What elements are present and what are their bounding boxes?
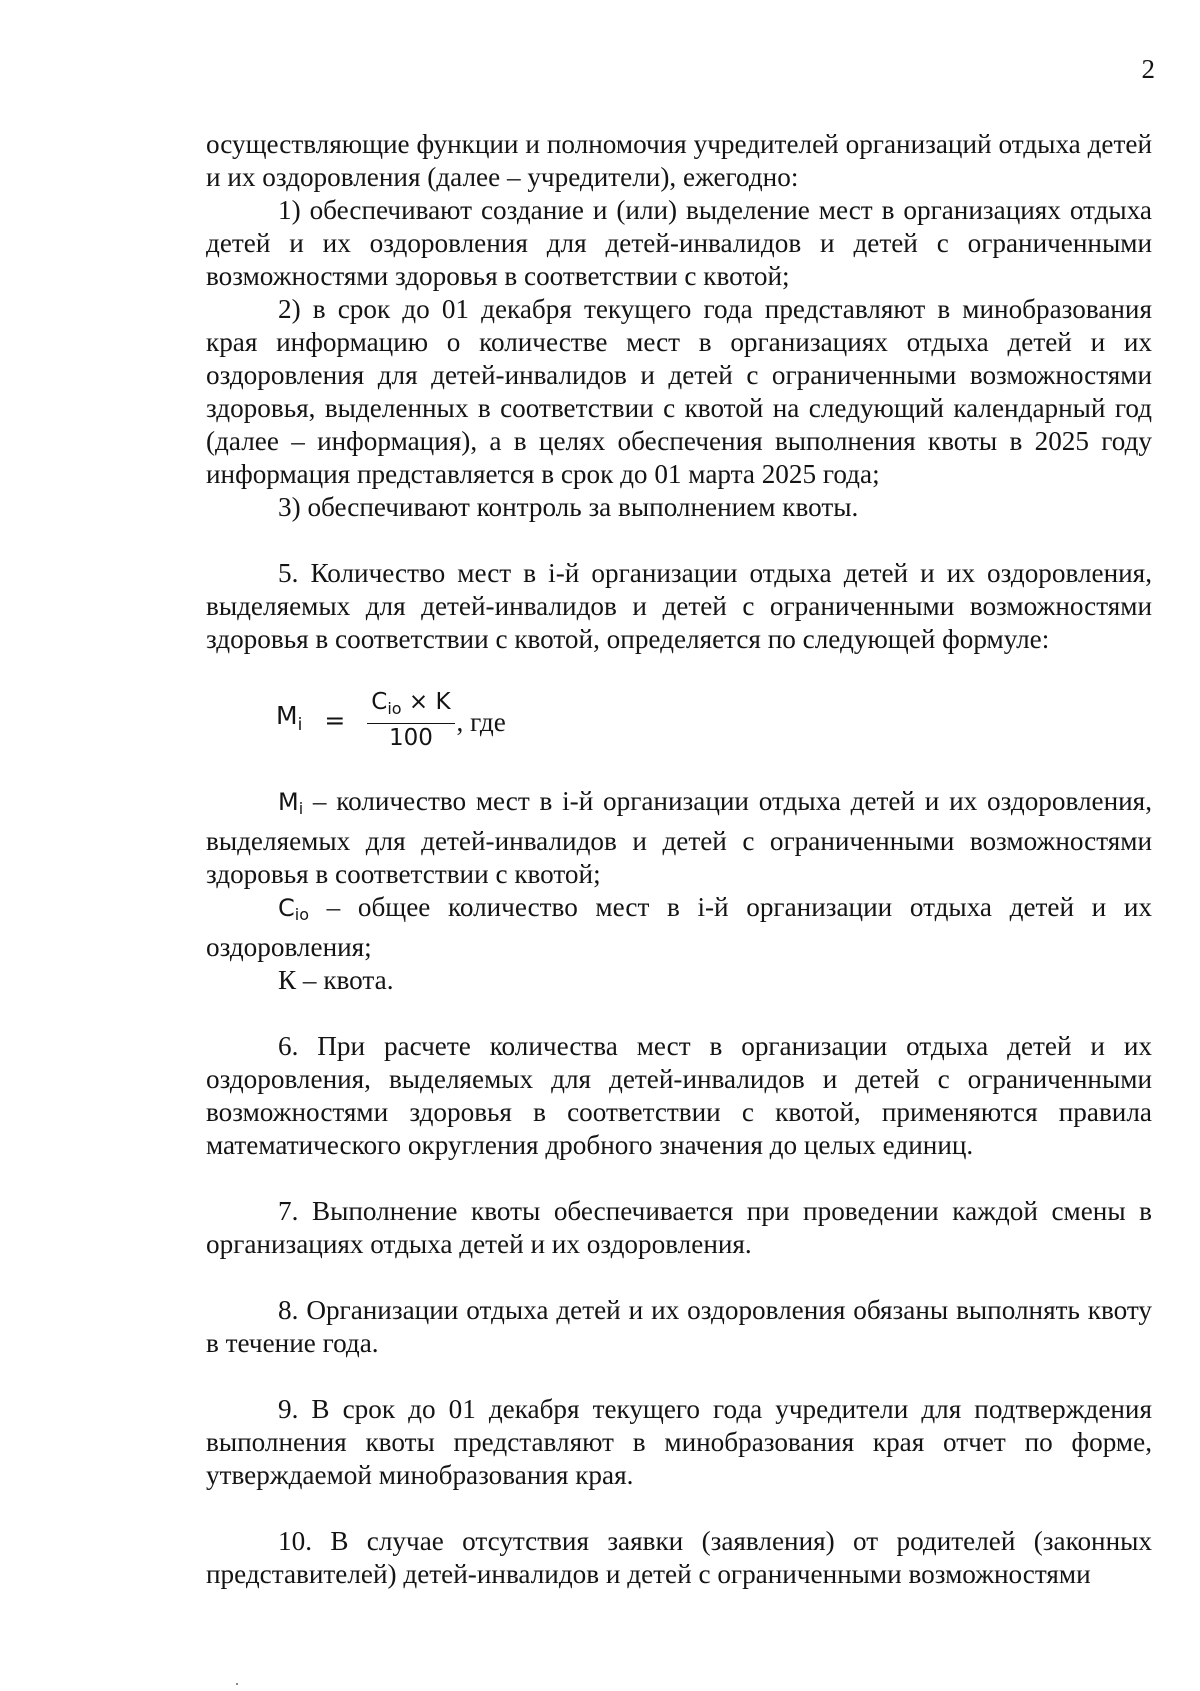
- definition-k: К – квота.: [278, 965, 394, 995]
- paragraph-continuation: осуществляющие функции и полномочия учредителей организаций отдыха детей и их оздоровления (далее – учредители), ежегодно:: [206, 129, 1152, 192]
- formula-num-sub: io: [387, 698, 402, 718]
- formula-fraction: [367, 689, 454, 752]
- scan-speck: [236, 1683, 238, 1685]
- list-item-3: 3) обеспечивают контроль за выполнением квоты.: [278, 492, 859, 522]
- definition-mi-text: – количество мест в i-й организации отдыха детей и их оздоровления, выделяемых для детей-инвалидов и детей с ограниченными возможностями здоровья в соответствии с квотой;: [206, 786, 1152, 889]
- list-item-1: 1) обеспечивают создание и (или) выделение мест в организациях отдыха детей и их оздоровления для детей-инвалидов и детей с ограниченными возможностями здоровья в соответствии с квотой;: [206, 195, 1152, 291]
- definition-cio: [206, 891, 1152, 964]
- paragraph-10: 10. В случае отсутствия заявки (заявления) от родителей (законных представителей) детей-инвалидов и детей с ограниченными возможностями: [206, 1526, 1152, 1589]
- paragraph-7: 7. Выполнение квоты обеспечивается при проведении каждой смены в организациях отдыха детей и их оздоровления.: [206, 1196, 1152, 1259]
- formula-num-rest: × K: [401, 688, 451, 715]
- paragraph-5: 5. Количество мест в i-й организации отдыха детей и их оздоровления, выделяемых для детей-инвалидов и детей с ограниченными возможностями здоровья в соответствии с квотой, определяется по следующей формуле:: [206, 558, 1152, 654]
- definition-mi-sub: i: [298, 799, 304, 818]
- formula-numerator: [367, 689, 454, 724]
- paragraph-9: 9. В срок до 01 декабря текущего года учредители для подтверждения выполнения квоты представляют в минобразования края отчет по форме, утверждаемой минобразования края.: [206, 1394, 1152, 1490]
- paragraph-8: 8. Организации отдыха детей и их оздоровления обязаны выполнять квоту в течение года.: [206, 1295, 1152, 1358]
- formula-tail: , где: [456, 706, 506, 737]
- definition-cio-var: C: [278, 894, 295, 922]
- definition-cio-text: – общее количество мест в i-й организации отдыха детей и их оздоровления;: [206, 892, 1152, 962]
- formula-lhs-var: M: [276, 700, 298, 730]
- formula-equals: =: [324, 705, 346, 735]
- list-item-2: 2) в срок до 01 декабря текущего года представляют в минобразования края информацию о количестве мест в организациях отдыха детей и их оздоровления для детей-инвалидов и детей с ограниченными возможностями здоровья, выделенных в соответствии с квотой на следующий календарный год (далее – информация), а в целях обеспечения выполнения квоты в 2025 году информация представляется в срок до 01 марта 2025 года;: [206, 294, 1152, 489]
- formula-lhs: [276, 699, 302, 742]
- page-number: 2: [1141, 54, 1155, 84]
- formula-num-var: C: [371, 688, 388, 715]
- definition-mi: [206, 785, 1152, 891]
- definition-cio-sub: io: [294, 905, 309, 924]
- quota-formula: [276, 689, 1152, 751]
- definition-mi-var: M: [278, 788, 299, 816]
- paragraph-6: 6. При расчете количества мест в организации отдыха детей и их оздоровления, выделяемых для детей-инвалидов и детей с ограниченными возможностями здоровья в соответствии с квотой, применяются правила математического округления дробного значения до целых единиц.: [206, 1031, 1152, 1160]
- formula-denominator: 100: [388, 724, 433, 751]
- formula-lhs-sub: i: [297, 714, 303, 735]
- document-body: [206, 128, 1152, 1591]
